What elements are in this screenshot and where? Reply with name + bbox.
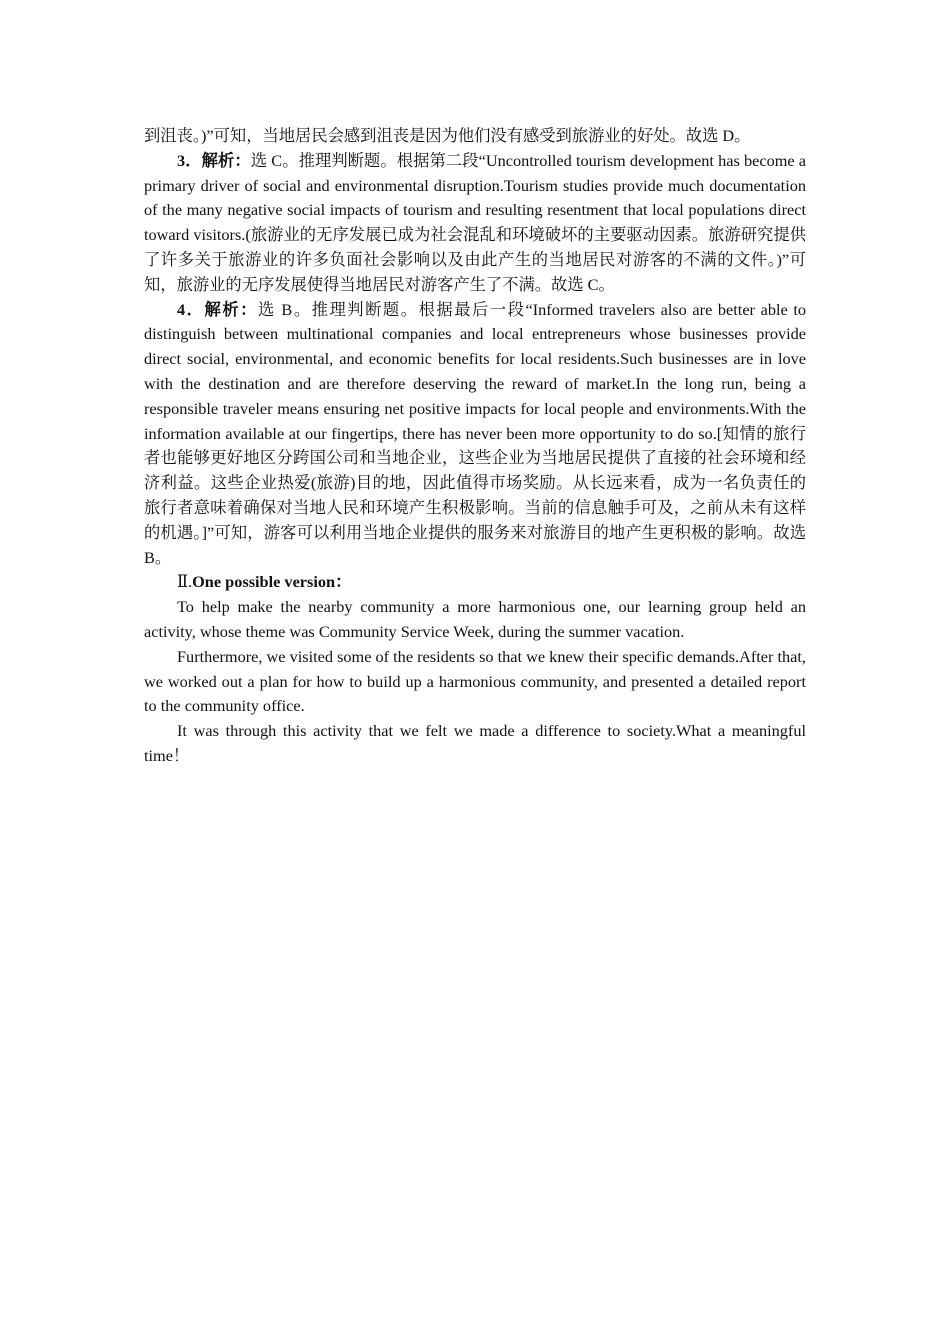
paragraph-text: Furthermore, we visited some of the residents so that we knew their specific demands.After that, we worked out a plan for how to build up a harmonious community, and presented a detailed report to the community office. bbox=[144, 646, 806, 716]
paragraph-text: It was through this activity that we felt we made a difference to society.What a meaningful time！ bbox=[144, 721, 806, 765]
essay-paragraph-2 bbox=[144, 645, 806, 719]
document-page bbox=[144, 124, 806, 769]
paragraph-text: 到沮丧。)”可知，当地居民会感到沮丧是因为他们没有感受到旅游业的好处。故选 D。 bbox=[144, 126, 751, 145]
section-ii-heading bbox=[144, 570, 806, 595]
answer-4-paragraph bbox=[144, 298, 806, 571]
paragraph-text: 选 B。推理判断题。根据最后一段“Informed travelers also are better able to distinguish between multinational companies and local entrepreneurs whose businesses provide direct social, environmental, and economic benefits for local residents.Such businesses are in love with the destination and are therefore deserving the reward of market.In the long run, being a responsible traveler means ensuring net positive impacts for local people and environments.With the information available at our fingertips, there has never been more opportunity to do so.[知情的旅行者也能够更好地区分跨国公司和当地企业，这些企业为当地居民提供了直接的社会环境和经济利益。这些企业热爱(旅游)目的地，因此值得市场奖励。从长远来看，成为一名负责任的旅行者意味着确保对当地人民和环境产生积极影响。当前的信息触手可及，之前从未有这样的机遇。]”可知，游客可以利用当地企业提供的服务来对旅游目的地产生更积极的影响。故选 B。 bbox=[144, 299, 806, 567]
paragraph-text: To help make the nearby community a more harmonious one, our learning group held an activity, whose theme was Community Service Week, during the summer vacation. bbox=[144, 597, 806, 641]
essay-paragraph-1 bbox=[144, 595, 806, 645]
section-numeral: Ⅱ. bbox=[177, 572, 193, 592]
answer-3-lead: 3．解析： bbox=[177, 150, 251, 170]
answer-continuation-paragraph bbox=[144, 124, 806, 149]
answer-4-lead: 4．解析： bbox=[177, 299, 258, 319]
essay-paragraph-3 bbox=[144, 719, 806, 769]
section-title: One possible version： bbox=[192, 572, 352, 592]
paragraph-text: 选 C。推理判断题。根据第二段“Uncontrolled tourism development has become a primary driver of social and environmental disruption.Tourism studies provide much documentation of the many negative social impacts of tourism and resulting resentment that local populations direct toward visitors.(旅游业的无序发展已成为社会混乱和环境破坏的主要驱动因素。旅游研究提供了许多关于旅游业的许多负面社会影响以及由此产生的当地居民对游客的不满的文件。)”可知，旅游业的无序发展使得当地居民对游客产生了不满。故选 C。 bbox=[144, 150, 806, 294]
answer-3-paragraph bbox=[144, 149, 806, 298]
